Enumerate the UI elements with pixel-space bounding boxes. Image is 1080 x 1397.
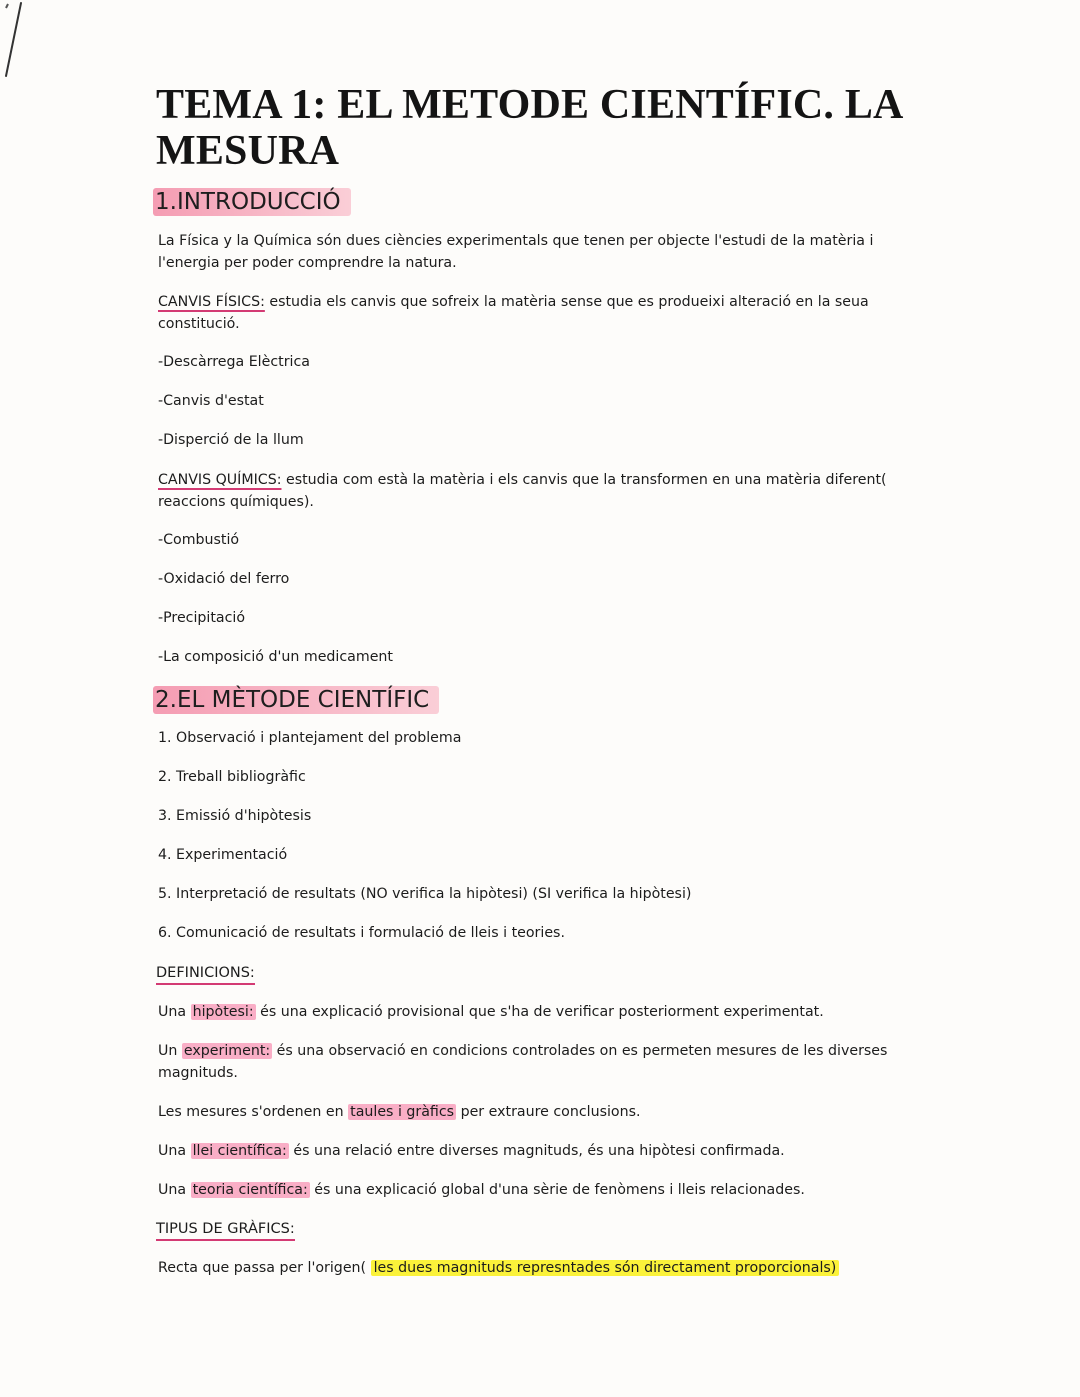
definition-prefix: Un	[158, 1043, 182, 1059]
graph-line-paragraph	[158, 1257, 936, 1279]
chemical-changes-paragraph	[158, 469, 936, 513]
theory-term: teoria científica:	[192, 1182, 308, 1198]
physical-changes-term: CANVIS FÍSICS:	[158, 294, 265, 310]
definition-prefix: Les mesures s'ordenen en	[158, 1104, 349, 1120]
definition-law	[158, 1140, 936, 1162]
section-heading-metode-cientific: 2.EL MÈTODE CIENTÍFIC	[153, 686, 439, 714]
method-step: 4. Experimentació	[158, 847, 288, 863]
definition-prefix: Una	[158, 1004, 191, 1020]
definition-text: és una explicació global d'una sèrie de fenòmens i lleis relacionades.	[309, 1182, 805, 1198]
definition-prefix: Una	[158, 1182, 191, 1198]
page-title: TEMA 1: EL METODE CIENTÍFIC. LA MESURA	[156, 82, 902, 174]
pen-stroke-mark	[0, 0, 40, 90]
definition-text: és una explicació provisional que s'ha de verificar posteriorment experimentat.	[255, 1004, 824, 1020]
chemical-changes-term: CANVIS QUÍMICS:	[158, 472, 282, 488]
definition-prefix: Una	[158, 1143, 191, 1159]
graph-line-text: Recta que passa per l'origen(	[158, 1260, 371, 1276]
list-item: -Oxidació del ferro	[158, 571, 290, 587]
chemical-changes-text: estudia com està la matèria i els canvis que la transformen en una matèria diferent( reaccions químiques).	[158, 472, 887, 510]
graph-line-highlight: les dues magnituds represntades són directament proporcionals)	[371, 1260, 840, 1276]
document-page	[156, 82, 936, 1296]
method-step: 3. Emissió d'hipòtesis	[158, 808, 312, 824]
method-step: 6. Comunicació de resultats i formulació de lleis i teories.	[158, 925, 565, 941]
definition-hypothesis	[158, 1001, 936, 1023]
physical-changes-paragraph	[158, 291, 936, 335]
list-item: -Canvis d'estat	[158, 393, 264, 409]
definitions-heading: DEFINICIONS:	[156, 965, 255, 985]
definition-text: és una relació entre diverses magnituds, és una hipòtesi confirmada.	[288, 1143, 785, 1159]
definition-experiment	[158, 1040, 936, 1084]
list-item: -Descàrrega Elèctrica	[158, 354, 310, 370]
law-term: llei científica:	[192, 1143, 287, 1159]
list-item: -Disperció de la llum	[158, 432, 304, 448]
definition-measures	[158, 1101, 936, 1123]
tables-graphs-term: taules i gràfics	[350, 1104, 455, 1120]
method-step: 2. Treball bibliogràfic	[158, 769, 306, 785]
definition-text: és una observació en condicions controlades on es permeten mesures de les diverses magnituds.	[158, 1043, 888, 1081]
list-item: -Combustió	[158, 532, 240, 548]
intro-paragraph: La Física y la Química són dues ciències experimentals que tenen per objecte l'estudi de la matèria i l'energia per poder comprendre la natura.	[158, 233, 874, 271]
hypothesis-term: hipòtesi:	[192, 1004, 254, 1020]
list-item: -La composició d'un medicament	[158, 649, 393, 665]
method-step: 1. Observació i plantejament del problema	[158, 730, 462, 746]
method-step: 5. Interpretació de resultats (NO verifica la hipòtesi) (SI verifica la hipòtesi)	[158, 886, 692, 902]
section-heading-introduccio: 1.INTRODUCCIÓ	[153, 188, 351, 216]
definition-text: per extraure conclusions.	[456, 1104, 641, 1120]
definition-theory	[158, 1179, 936, 1201]
physical-changes-text: estudia els canvis que sofreix la matèria sense que es produeixi alteració en la seua constitució.	[158, 294, 869, 332]
graph-types-heading: TIPUS DE GRÀFICS:	[156, 1221, 295, 1241]
list-item: -Precipitació	[158, 610, 246, 626]
experiment-term: experiment:	[183, 1043, 271, 1059]
